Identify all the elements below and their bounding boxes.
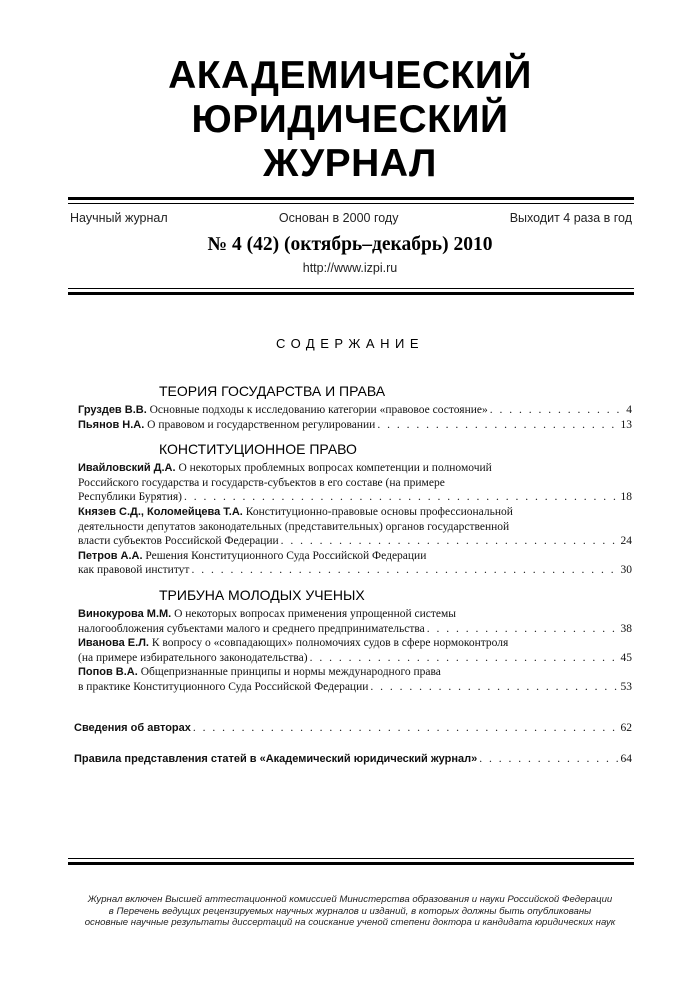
toc-entry-title-part: Решения Конституционного Суда Российской Федерации [145,549,427,562]
journal-frequency: Выходит 4 раза в год [509,211,632,225]
toc-entry[interactable] [78,461,632,505]
toc-entry-author: Пьянов Н.А. [78,418,145,431]
toc-entry-text [78,666,441,678]
toc-entry-page: 30 [620,564,632,577]
toc-entry-line [78,607,632,622]
toc-entry-text [78,563,189,578]
toc-entry-author: Ивайловский Д.А. [78,462,176,475]
toc-entry-page: 4 [626,404,632,416]
dot-leader [370,680,618,695]
toc-entry-text [78,550,426,562]
toc-entry-text [78,651,308,666]
dot-leader [193,721,619,736]
toc-entry-line [78,476,632,491]
toc-entry-last-line [78,563,632,578]
toc-entry-title-part: О некоторых проблемных вопросах компетенции и полномочий [178,462,492,475]
section-title: ТЕОРИЯ ГОСУДАРСТВА И ПРАВА [159,383,386,399]
toc-entry-text [78,521,509,533]
journal-meta-row [70,211,632,225]
toc-entry[interactable] [78,607,632,636]
toc-entry-page: 13 [620,418,632,431]
journal-url[interactable]: http://www.izpi.ru [302,261,398,275]
dot-leader [191,563,618,578]
toc-entry-line [78,636,632,651]
toc-entry-title-part: налогообложения субъектами малого и среднего предпринимательства [78,622,425,635]
table-of-contents [74,378,632,767]
toc-entry-last-line [78,490,632,505]
toc-entry[interactable] [78,418,632,433]
toc-entry-title-part: (на примере избирательного законодательства) [78,651,308,664]
toc-entry-last-line [78,651,632,666]
toc-entry-text [78,490,182,505]
journal-title-line-3: ЖУРНАЛ [263,142,437,185]
dot-leader [377,418,618,433]
toc-entry-author: Князев С.Д., Коломейцева Т.А. [78,505,243,518]
toc-extra-entry[interactable] [74,752,632,767]
toc-entry-title-part: деятельности депутатов законодательных (представительных) органов государственной [78,520,510,533]
toc-entry-last-line [78,418,632,433]
toc-entry-title-part: Основные подходы к исследованию категории «правовое состояние» [149,404,488,416]
toc-entry-author: Петров А.А. [78,549,143,562]
section-title: КОНСТИТУЦИОННОЕ ПРАВО [159,441,357,458]
dot-leader [310,651,619,666]
issue-rule-thick [68,292,634,295]
footer-line-1: Журнал включен Высшей аттестационной комиссией Министерства образования и науки Российской Федерации [87,894,613,905]
toc-entry-title-part: Конституционно-правовые основы профессиональной [245,505,513,518]
toc-entry-last-line [78,403,632,418]
toc-entry-last-line [78,680,632,695]
toc-entry[interactable] [78,549,632,578]
toc-entry-text [78,418,375,433]
toc-extra-line [74,721,632,736]
dot-leader [479,752,618,767]
toc-entry-title-part: О некоторых вопросах применения упрощенной системы [174,607,456,620]
toc-entry-title-part: власти субъектов Российской Федерации [78,535,279,548]
toc-entry-text [78,622,425,637]
toc-entry-text [78,680,368,695]
section-title: ТРИБУНА МОЛОДЫХ УЧЕНЫХ [159,586,365,603]
toc-entry-page: 24 [620,535,632,548]
toc-entry-line [78,461,632,476]
toc-entry-title-part: в практике Конституционного Суда Российской Федерации [78,680,369,693]
journal-title-line-1: АКАДЕМИЧЕСКИЙ [168,54,532,97]
toc-entry-author: Винокурова М.М. [78,607,172,620]
toc-entry-line [78,665,632,680]
toc-entry-author: Попов В.А. [78,666,138,679]
toc-entry-line [78,520,632,535]
journal-title [0,54,700,186]
toc-entry-line [78,549,632,564]
dot-leader [427,622,619,637]
dot-leader [281,534,619,549]
toc-entry-title-part: Республики Бурятия) [78,491,182,504]
toc-entry-title-part: как правовой институт [78,564,190,577]
toc-entry[interactable] [78,403,632,418]
dot-leader [184,490,619,505]
toc-extra-page: 64 [620,753,632,766]
footer-note [60,894,640,929]
toc-extra-entry[interactable] [74,721,632,736]
issue-number: № 4 (42) (октябрь–декабрь) 2010 [207,234,493,255]
journal-title-line-2: ЮРИДИЧЕСКИЙ [191,98,509,141]
footer-line-3: основные научные результаты диссертаций на соискание ученой степени доктора и кандидата юридических наук [84,917,616,929]
toc-entry-author: Иванова Е.Л. [78,637,149,650]
toc-entry[interactable] [78,636,632,665]
toc-entry-text [78,477,445,489]
journal-type: Научный журнал [70,211,168,225]
toc-extra-label: Сведения об авторах [74,721,191,734]
toc-entry-last-line [78,534,632,549]
toc-entry-title-part: Российского государства и государств-субъектов в его составе (на примере [78,476,445,489]
dot-leader [490,403,624,418]
toc-entry-title-part: Общепризнанные принципы и нормы международного права [140,666,441,679]
issue-rule-thin [68,288,634,289]
toc-entry-text [78,534,279,549]
header-rule-thick [68,197,634,200]
toc-entry-page: 53 [620,680,632,693]
header-rule-thin [68,203,634,204]
footer-line-2: в Перечень ведущих рецензируемых научных журналов и изданий, в которых должны быть опубликованы [108,905,592,917]
toc-extra-label: Правила представления статей в «Академический юридический журнал» [74,753,478,766]
toc-extra-page: 62 [620,721,632,734]
toc-entry-title-part: О правовом и государственном регулировании [147,418,376,431]
footer-rule-thick [68,862,634,865]
toc-entry-author: Груздев В.В. [78,404,147,416]
toc-entry-text [78,462,492,474]
toc-entry-line [78,505,632,520]
toc-extra-line [74,752,632,767]
toc-entry-text [78,506,513,518]
toc-entry-last-line [78,622,632,637]
toc-entry-title-part: К вопросу о «совпадающих» полномочиях судов в сфере нормоконтроля [151,637,509,650]
toc-entry-page: 45 [620,651,632,664]
footer-rule-thin [68,858,634,859]
toc-entry[interactable] [78,505,632,549]
toc-entry-text [78,608,456,620]
toc-entry-text [78,637,508,649]
journal-founded: Основан в 2000 году [278,211,399,225]
toc-entry-page: 18 [620,491,632,504]
toc-entry-page: 38 [620,622,632,635]
toc-entry[interactable] [78,665,632,694]
contents-heading: СОДЕРЖАНИЕ [275,336,424,351]
toc-entry-text [78,403,488,418]
